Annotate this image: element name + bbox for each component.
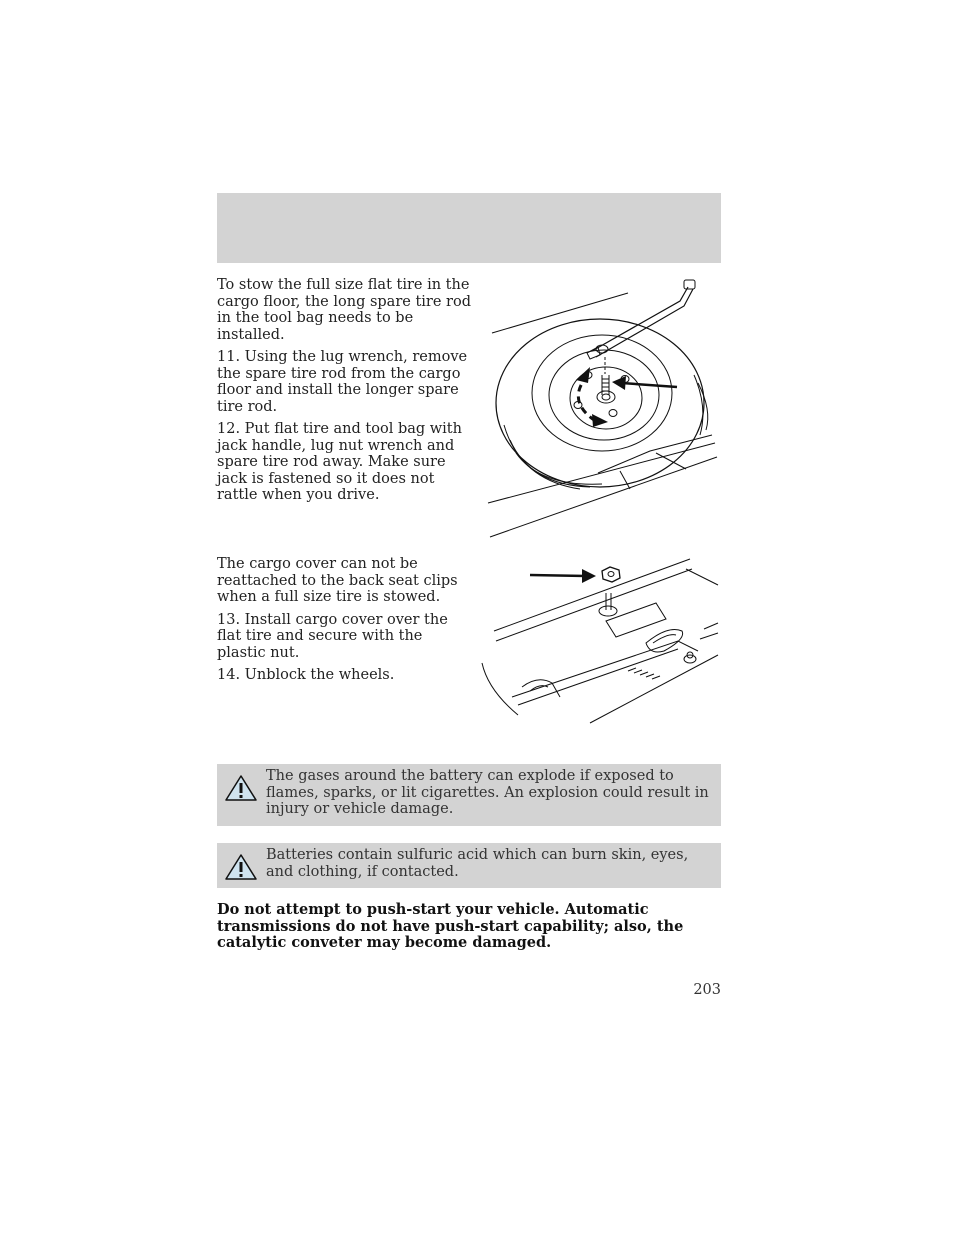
cargo-cover-plastic-nut-illustration: [478, 555, 723, 730]
paragraph: To stow the full size flat tire in the cargo floor, the long spare tire rod in the tool bag needs to be installed.: [217, 277, 471, 343]
section-header-band: [217, 193, 721, 263]
battery-explosion-warning: [217, 764, 721, 826]
warning-triangle-icon: [224, 774, 258, 802]
step-13: 13. Install cargo cover over the flat tire and secure with the plastic nut.: [217, 611, 448, 661]
step-11: 11. Using the lug wrench, remove the spare tire rod from the cargo floor and install the longer spare tire rod.: [217, 349, 468, 415]
warning-text: Batteries contain sulfuric acid which can burn skin, eyes, and clothing, if contacted.: [266, 847, 689, 880]
paragraph: The cargo cover can not be reattached to the back seat clips when a full size tire is stowed.: [217, 556, 458, 605]
step-12: 12. Put flat tire and tool bag with jack handle, lug nut wrench and spare tire rod away. Make sure jack is fastened so it does not rattle when you drive.: [217, 421, 462, 503]
tire-stow-instructions: [217, 277, 473, 510]
warning-text: The gases around the battery can explode if exposed to flames, sparks, or lit cigarettes. An explosion could result in injury or vehicle damage.: [266, 768, 709, 817]
page-number: 203: [693, 982, 721, 998]
cargo-cover-instructions: [217, 556, 473, 690]
spare-tire-rod-illustration: [480, 275, 725, 545]
warning-triangle-icon: [224, 853, 258, 881]
push-start-note: Do not attempt to push-start your vehicle. Automatic transmissions do not have push-start capability; also, the catalytic conveter may become damaged.: [217, 901, 684, 951]
sulfuric-acid-warning: [217, 843, 721, 888]
step-14: 14. Unblock the wheels.: [217, 667, 395, 683]
